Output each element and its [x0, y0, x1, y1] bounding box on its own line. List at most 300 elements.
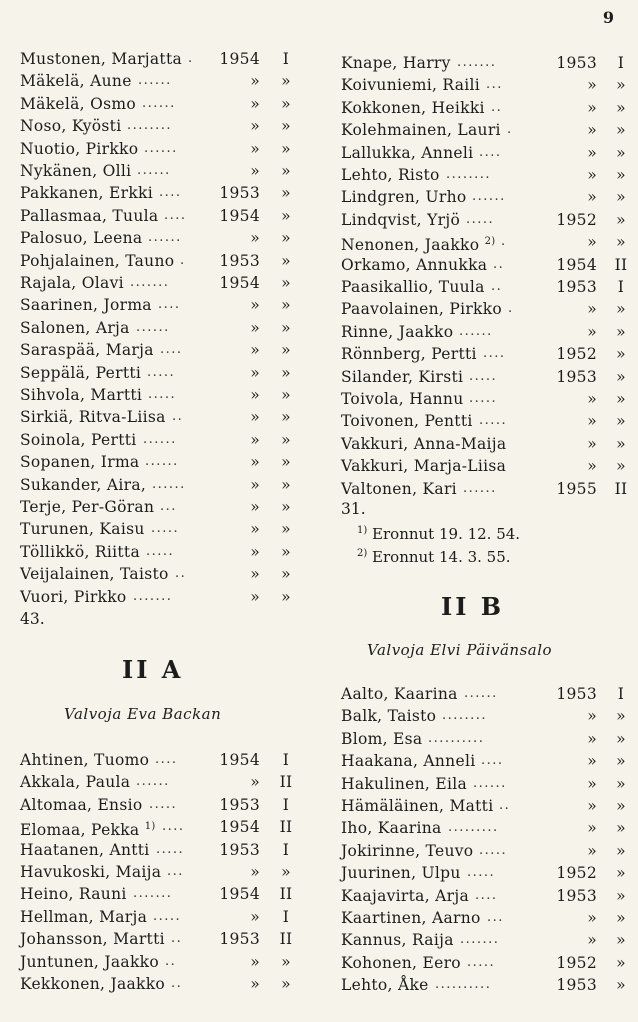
grade-level: » [281, 408, 291, 427]
class-year: » [250, 94, 260, 113]
leader-dots: ........ [446, 167, 492, 182]
grade-level: » [616, 976, 626, 995]
grade-level: » [616, 707, 626, 726]
list-item [341, 455, 631, 477]
list-item [341, 840, 631, 862]
grade-level: » [281, 139, 291, 158]
class-year: » [587, 434, 597, 453]
class-year: » [250, 408, 260, 427]
list-item [341, 231, 631, 253]
list-item [20, 883, 310, 905]
leader-dots: ...... [148, 230, 182, 246]
class-year: » [587, 300, 597, 319]
student-name: Nykänen, Olli [20, 162, 132, 180]
student-name: Lindgren, Urho [341, 188, 467, 207]
list-item [20, 294, 310, 316]
class-year: 1954 [219, 274, 260, 292]
footnote-1: $^{1)}$ Eronnut 19. 12. 54. [357, 525, 521, 543]
leader-dots: ..... [148, 387, 177, 402]
list-item [341, 817, 631, 839]
list-item [341, 343, 631, 365]
leader-dots: ....... [460, 932, 500, 948]
student-name: Nuotio, Pirkko [20, 139, 139, 158]
grade-level: » [281, 520, 291, 539]
leader-dots: ...... [143, 431, 177, 447]
class-year: » [587, 819, 597, 838]
list-item [341, 164, 631, 186]
leader-dots: . [501, 234, 507, 250]
grade-level: » [616, 390, 626, 408]
class-year: 1953 [219, 795, 260, 814]
list-item [20, 339, 310, 361]
grade-level: » [616, 797, 626, 815]
class-year: » [250, 952, 260, 971]
grade-level: II [279, 818, 293, 837]
leader-dots: ....... [133, 886, 173, 902]
student-name: Blom, Esa [341, 729, 423, 748]
student-name: Elomaa, Pekka $^{1)}$ [20, 821, 156, 840]
supervisor-name: Valvoja Elvi Päivänsalo [367, 641, 553, 659]
class-year: » [587, 774, 597, 793]
grade-level: I [282, 795, 290, 814]
student-name: Vakkuri, Marja-Liisa [341, 457, 507, 476]
student-name: Kaartinen, Aarno [341, 909, 481, 927]
student-name: Haakana, Anneli [341, 752, 476, 771]
student-name: Havukoski, Maija [20, 863, 162, 881]
student-name: Valtonen, Kari [341, 479, 457, 498]
class-year: » [587, 166, 597, 184]
section-title-iia: II A [122, 655, 184, 684]
grade-level: » [281, 386, 291, 404]
student-name: Rönnberg, Pertti [341, 345, 477, 364]
student-name: Soinola, Pertti [20, 430, 137, 449]
student-name: Pakkanen, Erkki [20, 184, 153, 203]
class-year: » [250, 498, 260, 516]
list-item [20, 48, 310, 70]
leader-dots: .... [155, 752, 178, 767]
leader-dots: ..... [151, 521, 180, 537]
leader-dots: .. [171, 931, 183, 947]
grade-level: » [616, 752, 626, 771]
grade-level: » [281, 94, 291, 113]
leader-dots: ... [486, 77, 503, 93]
class-year: 1954 [556, 255, 597, 274]
leader-dots: .... [160, 342, 183, 358]
list-item [341, 683, 631, 705]
student-name: Kolehmainen, Lauri [341, 121, 501, 140]
list-item [20, 839, 310, 861]
list-item [20, 362, 310, 384]
grade-level: » [281, 975, 291, 993]
list-item [20, 93, 310, 115]
class-year: » [250, 229, 260, 248]
leader-dots: ...... [136, 319, 170, 335]
leader-dots: ..... [147, 364, 176, 380]
student-name: Hellman, Marja [20, 907, 148, 926]
list-item [341, 795, 631, 817]
leader-dots: .... [164, 207, 187, 223]
student-name: Palosuo, Leena [20, 229, 143, 248]
leader-dots: .... [479, 144, 502, 160]
class-year: 1954 [219, 50, 260, 68]
list-item [20, 496, 310, 518]
leader-dots: ...... [144, 140, 178, 156]
list-item [341, 186, 631, 208]
class-year: » [250, 475, 260, 494]
class-year: 1953 [219, 840, 260, 859]
class-year: 1952 [556, 210, 597, 229]
list-item [341, 388, 631, 410]
class-year: » [250, 453, 260, 472]
grade-level: » [281, 162, 291, 180]
student-name: Haatanen, Antti [20, 840, 150, 859]
class-year: » [250, 363, 260, 382]
grade-level: » [616, 864, 626, 883]
list-item [20, 138, 310, 160]
student-name: Johansson, Martti [20, 930, 165, 949]
student-name: Lallukka, Anneli [341, 143, 474, 162]
list-item [341, 119, 631, 141]
leader-dots: ...... [152, 476, 186, 492]
grade-level: » [616, 166, 626, 184]
student-name: Silander, Kirsti [341, 367, 464, 386]
class-year: » [587, 931, 597, 950]
class-year: » [250, 72, 260, 91]
class-year: » [250, 975, 260, 993]
list-item [20, 182, 310, 204]
list-item [341, 929, 631, 951]
class-year: 1953 [556, 886, 597, 905]
class-year: » [587, 188, 597, 207]
list-item [20, 451, 310, 473]
list-item [341, 885, 631, 907]
grade-level: » [281, 863, 291, 881]
class-year: » [250, 907, 260, 926]
grade-level: » [281, 72, 291, 91]
list-item [341, 907, 631, 929]
list-item [20, 794, 310, 816]
class-year: 1955 [556, 479, 597, 498]
list-item [341, 74, 631, 96]
class-year: » [587, 457, 597, 476]
class-year: 1953 [556, 54, 597, 72]
class-year: » [587, 322, 597, 341]
list-item [20, 272, 310, 294]
student-name: Sukander, Aira, [20, 475, 147, 494]
student-name: Sirkiä, Ritva-Liisa [20, 408, 166, 427]
student-name: Mäkelä, Osmo [20, 94, 137, 113]
leader-dots: .. [172, 409, 184, 425]
class-year: » [250, 296, 260, 315]
student-name: Juntunen, Jaakko [20, 952, 159, 971]
student-name: Mäkelä, Aune [20, 72, 132, 91]
list-item [20, 160, 310, 182]
footnote-2: $^{2)}$ Eronnut 14. 3. 55. [357, 548, 511, 566]
student-name: Iho, Kaarina [341, 819, 442, 838]
grade-level: » [616, 819, 626, 838]
grade-level: » [616, 345, 626, 364]
grade-level: I [282, 50, 290, 68]
grade-level: » [616, 300, 626, 319]
student-name: Lehto, Åke [341, 976, 429, 995]
leader-dots: .. [491, 279, 503, 294]
grade-level: » [281, 318, 291, 337]
list-item [20, 474, 310, 496]
grade-level: » [616, 774, 626, 793]
student-name: Rinne, Jaakko [341, 322, 454, 341]
leader-dots: .. [499, 798, 511, 813]
grade-level: » [616, 931, 626, 950]
class-year: » [587, 707, 597, 726]
grade-level: » [616, 143, 626, 162]
list-item [341, 142, 631, 164]
leader-dots: ........ [442, 708, 488, 724]
student-name: Orkamo, Annukka [341, 255, 488, 274]
student-name: Rajala, Olavi [20, 274, 124, 292]
list-item [341, 974, 631, 996]
class-year: » [250, 430, 260, 449]
leader-dots: .. [493, 256, 505, 272]
leader-dots: .. [491, 99, 503, 115]
grade-level: » [616, 841, 626, 860]
student-name: Vuori, Pirkko [20, 587, 127, 606]
grade-level: II [279, 885, 293, 904]
list-item [341, 298, 631, 320]
leader-dots: ......... [448, 820, 499, 836]
leader-dots: ........ [127, 118, 173, 134]
class-year: » [250, 542, 260, 561]
grade-level: » [616, 233, 626, 252]
list-item [341, 862, 631, 884]
student-name: Lehto, Risto [341, 166, 440, 184]
leader-dots: ...... [463, 480, 497, 496]
class-year: 1954 [219, 751, 260, 769]
list-item [20, 586, 310, 608]
leader-dots: .... [158, 297, 181, 313]
list-item [341, 433, 631, 455]
class-year: » [250, 863, 260, 881]
grade-level: » [281, 498, 291, 516]
class-year: 1953 [556, 367, 597, 386]
student-name: Saarinen, Jorma [20, 296, 152, 315]
student-name: Paavolainen, Pirkko [341, 300, 503, 319]
leader-dots: ..... [469, 368, 498, 384]
leader-dots: ..... [479, 413, 508, 429]
grade-level: » [616, 457, 626, 476]
student-name: Toivonen, Pentti [341, 412, 473, 431]
leader-dots: ...... [138, 73, 172, 89]
list-item [341, 97, 631, 119]
student-name: Veijalainen, Taisto [20, 565, 169, 584]
class-year: » [250, 386, 260, 404]
list-item [20, 429, 310, 451]
student-name: Nenonen, Jaakko $^{2)}$ [341, 236, 496, 255]
leader-dots: .... [159, 185, 182, 201]
grade-level: II [279, 773, 293, 792]
grade-level: » [616, 98, 626, 117]
class-year: » [250, 520, 260, 539]
grade-level: I [617, 685, 625, 703]
student-name: Terje, Per-Göran [20, 498, 155, 516]
leader-dots: .... [483, 346, 506, 362]
list-item [341, 52, 631, 74]
class-year: » [587, 76, 597, 95]
leader-dots: .... [481, 753, 504, 769]
class-year: » [587, 121, 597, 140]
grade-level: » [616, 367, 626, 386]
grade-level: » [281, 206, 291, 225]
grade-level: » [281, 565, 291, 584]
leader-dots: ...... [464, 686, 498, 701]
list-item [20, 70, 310, 92]
grade-level: » [281, 296, 291, 315]
leader-dots: ..... [149, 796, 178, 812]
list-item [20, 906, 310, 928]
list-item [341, 410, 631, 432]
grade-level: » [616, 412, 626, 431]
grade-level: II [614, 255, 628, 274]
list-item [20, 384, 310, 406]
grade-level: » [616, 953, 626, 972]
student-name: Salonen, Arja [20, 318, 130, 337]
class-year: » [250, 341, 260, 360]
student-name: Akkala, Paula [20, 773, 131, 792]
class-year: 1953 [556, 278, 597, 296]
leader-dots: ....... [457, 55, 497, 70]
list-item [20, 771, 310, 793]
grade-level: » [281, 587, 291, 606]
grade-level: » [281, 453, 291, 472]
class-year: 1953 [556, 685, 597, 703]
list-item [20, 317, 310, 339]
list-item [20, 563, 310, 585]
student-name: Altomaa, Ensio [20, 795, 143, 814]
class-year: 1952 [556, 345, 597, 364]
leader-dots: ...... [145, 454, 179, 470]
grade-level: » [281, 430, 291, 449]
leader-dots: ....... [130, 275, 170, 290]
grade-level: » [281, 363, 291, 382]
leader-dots: ...... [459, 323, 493, 339]
footnote-mark: 2) [484, 236, 496, 248]
class-year: » [587, 233, 597, 252]
list-item [20, 518, 310, 540]
grade-level: » [616, 434, 626, 453]
grade-level: » [616, 76, 626, 95]
class-year: » [587, 841, 597, 860]
leader-dots: .... [475, 887, 498, 903]
list-item [20, 951, 310, 973]
student-name: Turunen, Kaisu [20, 520, 145, 539]
grade-level: » [281, 184, 291, 203]
class-year: 1953 [556, 976, 597, 995]
list-item [20, 861, 310, 883]
grade-level: » [616, 729, 626, 748]
leader-dots: .......... [435, 977, 492, 993]
grade-level: I [282, 907, 290, 926]
student-name: Jokirinne, Teuvo [341, 841, 474, 860]
student-name: Mustonen, Marjatta [20, 50, 183, 68]
grade-level: » [281, 117, 291, 136]
class-year: » [587, 909, 597, 927]
student-name: Pallasmaa, Tuula [20, 206, 159, 225]
list-item [341, 705, 631, 727]
leader-dots: .... [162, 819, 185, 835]
section-title-iib: II B [441, 592, 505, 621]
student-name: Aalto, Kaarina [341, 685, 458, 703]
student-name: Noso, Kyösti [20, 117, 122, 136]
leader-dots: ... [487, 910, 504, 925]
leader-dots: ... [160, 499, 177, 514]
leader-dots: ..... [156, 841, 185, 857]
list-item [20, 250, 310, 272]
student-name: Knape, Harry [341, 54, 451, 72]
student-name: Pohjalainen, Tauno [20, 251, 175, 270]
count-total: 43. [20, 610, 45, 628]
grade-level: » [616, 188, 626, 207]
list-item [20, 816, 310, 838]
count-total: 31. [341, 500, 366, 518]
leader-dots: ..... [467, 954, 496, 970]
list-item [20, 406, 310, 428]
class-year: » [587, 143, 597, 162]
student-name: Kokkonen, Heikki [341, 98, 485, 117]
student-name: Koivuniemi, Raili [341, 76, 481, 95]
leader-dots: .. [165, 953, 177, 969]
list-item [341, 478, 631, 500]
class-year: 1954 [219, 885, 260, 904]
leader-dots: ..... [479, 842, 508, 858]
class-year: » [250, 587, 260, 606]
leader-dots: ..... [467, 865, 496, 881]
grade-level: » [281, 229, 291, 248]
leader-dots: ...... [472, 189, 506, 205]
class-year: » [587, 390, 597, 408]
list-item [20, 749, 310, 771]
list-item [341, 952, 631, 974]
class-year: » [250, 565, 260, 584]
grade-level: I [617, 278, 625, 296]
grade-level: » [281, 251, 291, 270]
grade-level: » [281, 952, 291, 971]
class-year: 1952 [556, 953, 597, 972]
grade-level: » [616, 886, 626, 905]
list-item [20, 928, 310, 950]
leader-dots: ...... [142, 95, 176, 111]
leader-dots: . [188, 51, 194, 66]
leader-dots: ...... [137, 163, 171, 178]
list-item [20, 973, 310, 995]
leader-dots: . [507, 122, 513, 138]
leader-dots: ... [167, 864, 184, 879]
leader-dots: ..... [153, 908, 182, 924]
grade-level: » [281, 274, 291, 292]
grade-level: I [282, 840, 290, 859]
leader-dots: ..... [466, 211, 495, 227]
class-year: 1952 [556, 864, 597, 883]
student-name: Sihvola, Martti [20, 386, 143, 404]
student-name: Toivola, Hannu [341, 390, 464, 408]
list-item [20, 205, 310, 227]
grade-level: » [281, 341, 291, 360]
class-year: » [587, 797, 597, 815]
student-name: Vakkuri, Anna-Maija [341, 434, 507, 453]
student-name: Heino, Rauni [20, 885, 127, 904]
class-year: » [587, 98, 597, 117]
leader-dots: .. [171, 976, 183, 991]
student-name: Hakulinen, Eila [341, 774, 468, 793]
student-name: Juurinen, Ulpu [341, 864, 461, 883]
